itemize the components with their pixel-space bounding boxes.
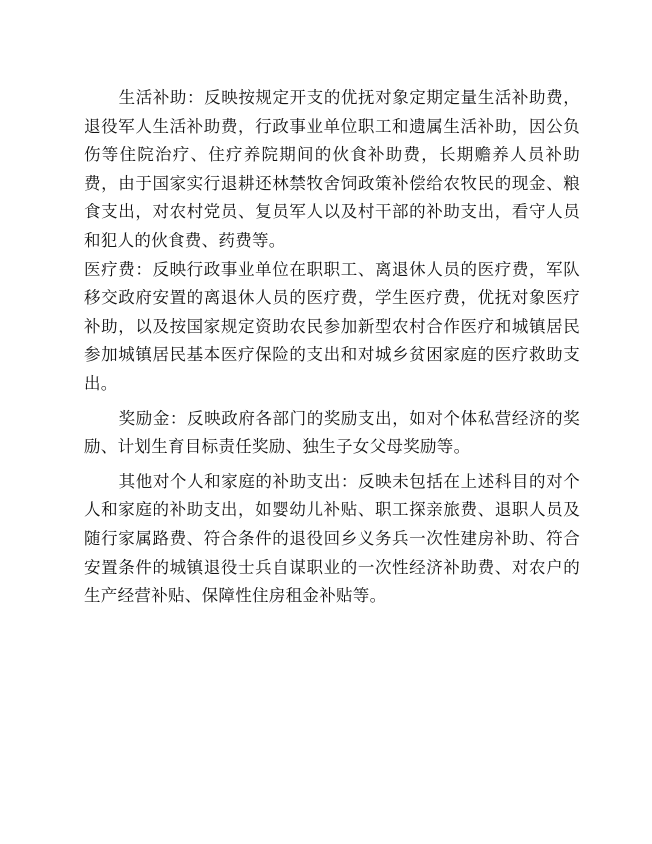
paragraph-other-subsidies: 其他对个人和家庭的补助支出：反映未包括在上述科目的对个人和家庭的补助支出，如婴幼儿补贴、职工探亲旅费、退职人员及随行家属路费、符合条件的退役回乡义务兵一次性建房补助、符合安置条件的城镇退役士兵自谋职业的一次性经济补助费、对农户的生产经营补贴、保障性住房租金补贴等。 [84,471,580,606]
paragraph-medical-expenses: 医疗费：反映行政事业单位在职职工、离退休人员的医疗费，军队移交政府安置的离退休人员的医疗费，学生医疗费，优抚对象医疗补助，以及按国家规定资助农民参加新型农村合作医疗和城镇居民参加城镇居民基本医疗保险的支出和对城乡贫困家庭的医疗救助支出。 [84,259,580,393]
document-body [84,84,580,611]
paragraph-reward-fund: 奖励金：反映政府各部门的奖励支出，如对个体私营经济的奖励、计划生育目标责任奖励、独生子女父母奖励等。 [84,408,580,457]
paragraph-living-subsidy: 生活补助：反映按规定开支的优抚对象定期定量生活补助费，退役军人生活补助费，行政事业单位职工和遗属生活补助，因公负伤等住院治疗、住疗养院期间的伙食补助费，长期赡养人员补助费，由于国家实行退耕还林禁牧舍饲政策补偿给农牧民的现金、粮食支出，对农村党员、复员军人以及村干部的补助支出，看守人员和犯人的伙食费、药费等。 [84,88,580,250]
